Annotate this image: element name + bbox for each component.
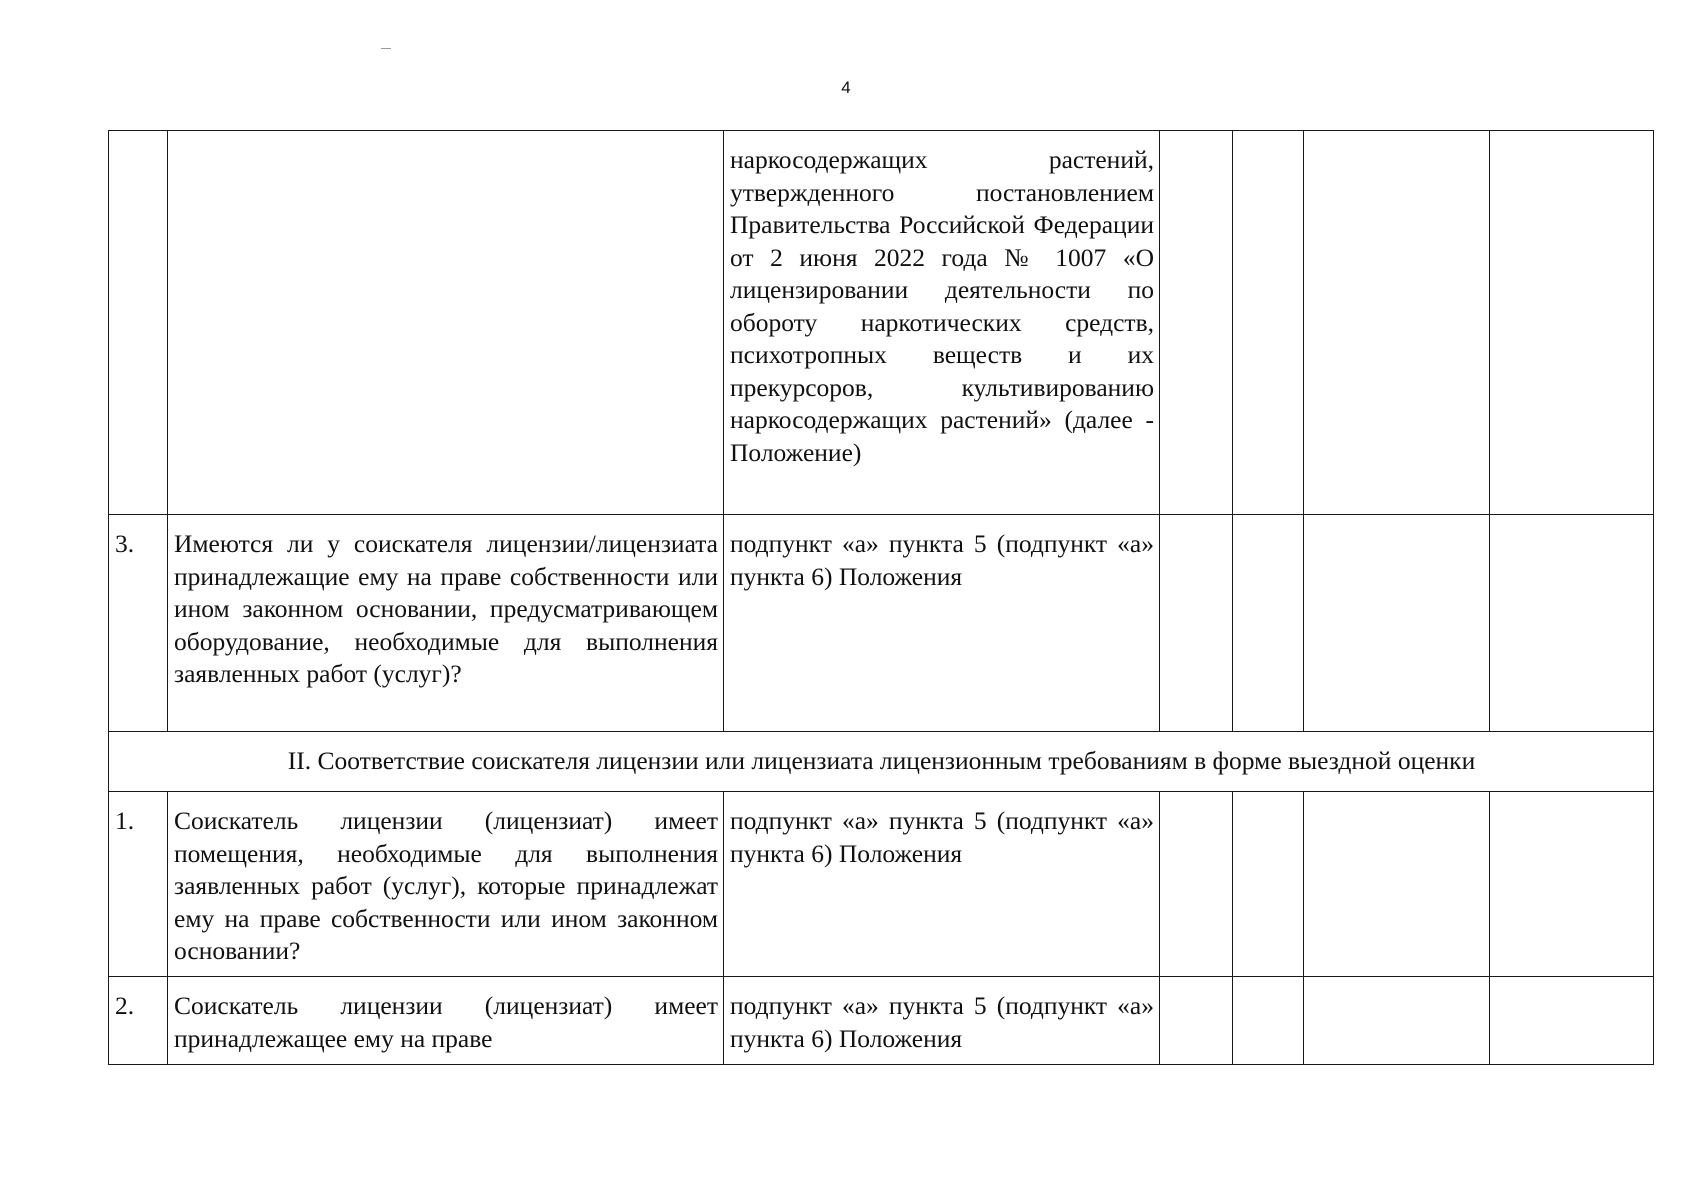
reference-cell: подпункт «а» пункта 5 (подпункт «а» пункта 6) Положения (724, 792, 1160, 977)
section-heading: II. Соответствие соискателя лицензии или лицензиата лицензионным требованиям в форме выездной оценки (109, 732, 1654, 792)
note-cell (1490, 977, 1654, 1065)
page-number: 4 (841, 78, 851, 97)
answer-yes-cell (1160, 977, 1233, 1065)
note-cell (1490, 515, 1654, 732)
not-applicable-cell (1304, 977, 1490, 1065)
table-row-continuation (109, 131, 1654, 515)
table-row-section2-2 (109, 977, 1654, 1065)
answer-yes-cell (1160, 131, 1233, 515)
not-applicable-cell (1304, 131, 1490, 515)
row-number-cell (109, 131, 168, 515)
question-cell: Имеются ли у соискателя лицензии/лицензиата принадлежащие ему на праве собственности или ином законном основании, предусматривающем оборудование, необходимые для выполнения заявленных работ (услуг)? (168, 515, 724, 732)
reference-cell: подпункт «а» пункта 5 (подпункт «а» пункта 6) Положения (724, 515, 1160, 732)
table-row-section2-1 (109, 792, 1654, 977)
answer-yes-cell (1160, 792, 1233, 977)
scan-mark (381, 48, 391, 49)
reference-cell: подпункт «а» пункта 5 (подпункт «а» пункта 6) Положения (724, 977, 1160, 1065)
answer-yes-cell (1160, 515, 1233, 732)
not-applicable-cell (1304, 792, 1490, 977)
question-cell: Соискатель лицензии (лицензиат) имеет принадлежащее ему на праве (168, 977, 724, 1065)
question-cell: Соискатель лицензии (лицензиат) имеет помещения, необходимые для выполнения заявленных работ (услуг), которые принадлежат ему на праве собственности или ином законном основании? (168, 792, 724, 977)
note-cell (1490, 131, 1654, 515)
answer-no-cell (1233, 131, 1304, 515)
answer-no-cell (1233, 977, 1304, 1065)
not-applicable-cell (1304, 515, 1490, 732)
section-heading-row (109, 732, 1654, 792)
row-number-cell: 1. (109, 792, 168, 977)
note-cell (1490, 792, 1654, 977)
reference-cell: наркосодержащих растений, утвержденного постановлением Правительства Российской Федерации от 2 июня 2022 года № 1007 «О лицензировании деятельности по обороту наркотических средств, психотропных веществ и их прекурсоров, культивированию наркосодержащих растений» (далее - Положение) (724, 131, 1160, 515)
checklist-table (108, 130, 1654, 1065)
table-row-3 (109, 515, 1654, 732)
row-number-cell: 2. (109, 977, 168, 1065)
answer-no-cell (1233, 515, 1304, 732)
question-cell (168, 131, 724, 515)
row-number-cell: 3. (109, 515, 168, 732)
answer-no-cell (1233, 792, 1304, 977)
